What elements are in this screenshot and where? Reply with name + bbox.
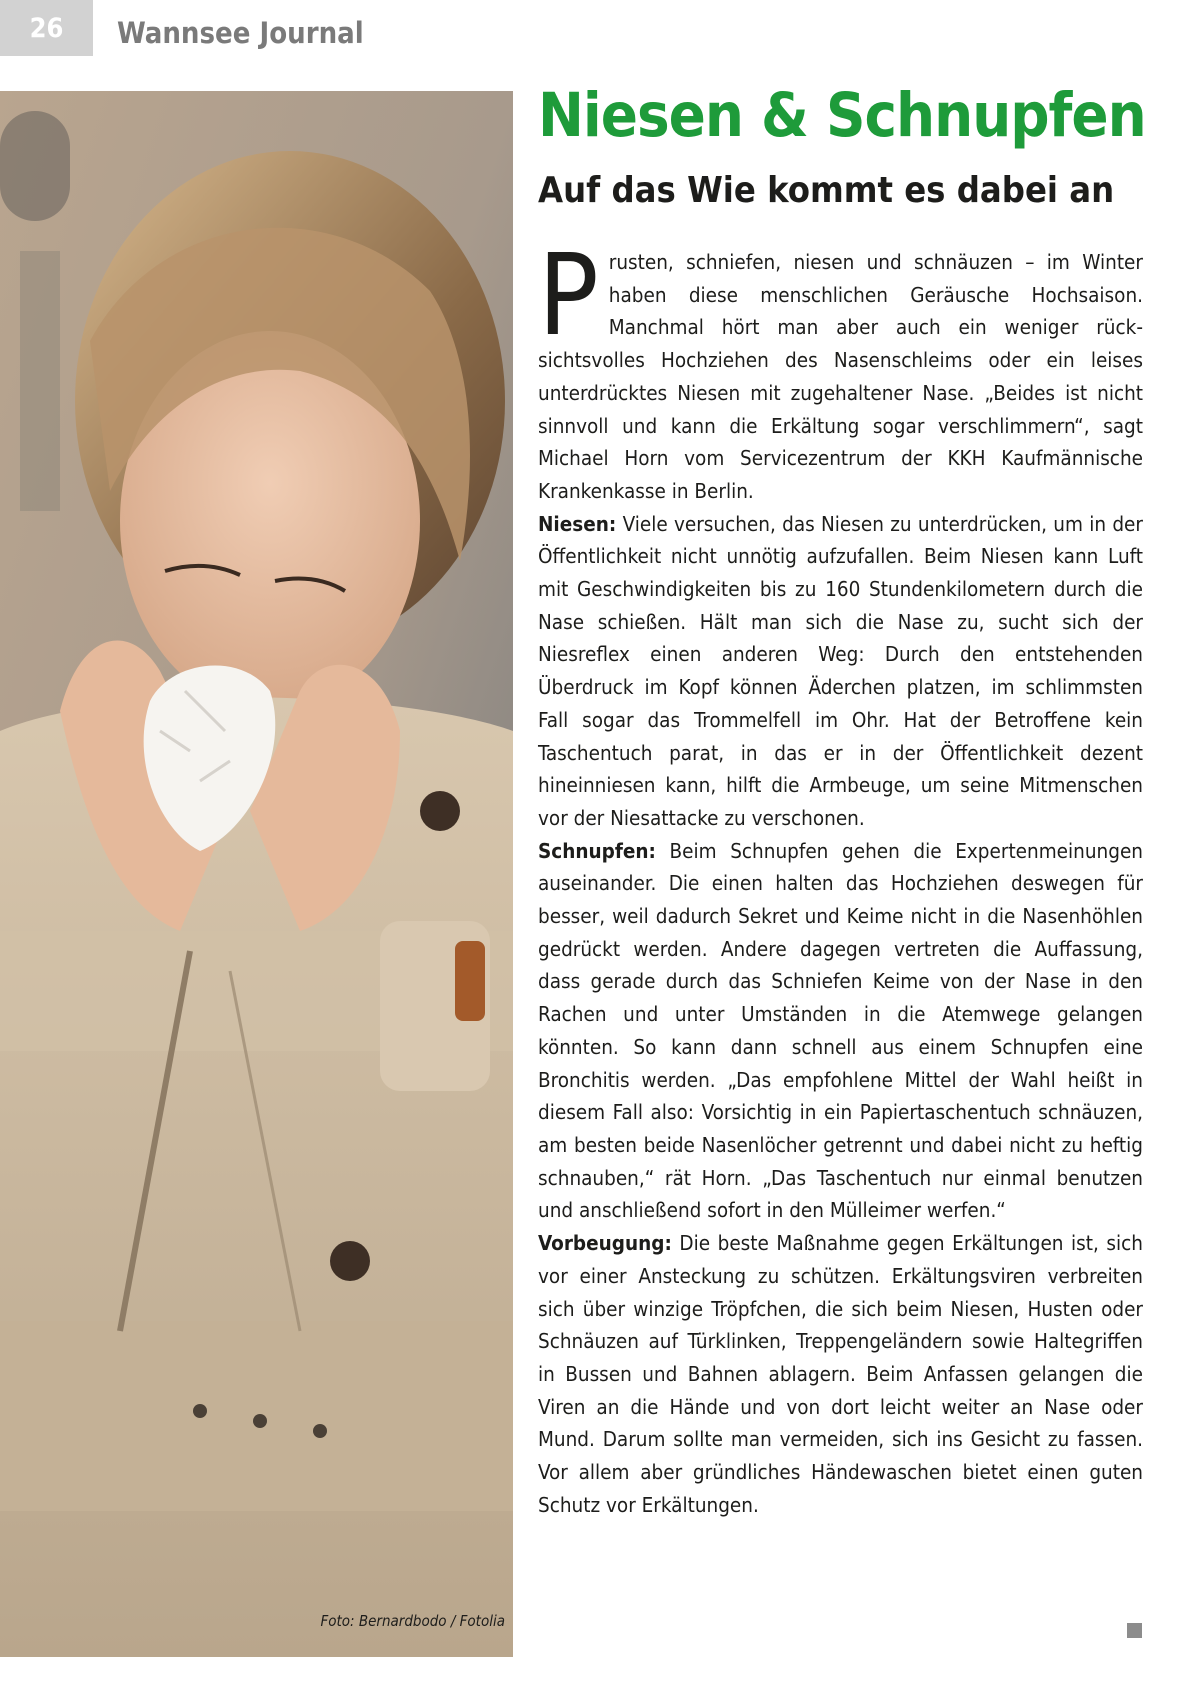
page-number: 26 bbox=[0, 0, 93, 56]
article-title: Niesen & Schnupfen bbox=[538, 80, 1146, 151]
article-subtitle: Auf das Wie kommt es dabei an bbox=[538, 170, 1115, 211]
intro-paragraph bbox=[538, 231, 1143, 508]
drop-cap: P bbox=[538, 231, 599, 361]
section-text: Beim Schnupfen gehen die Expertenmeinungen auseinander. Die einen halten das Hochziehen deswegen für besser, weil dadurch Sekret und Keime nicht in die Nasenhöhlen gedrückt werden. Andere dagegen vertreten die Auffassung, dass gerade durch das Schniefen Keime von der Nase in den Rachen und unter Umständen in die Atemwege gelangen könnten. So kann dann schnell aus einem Schnupfen eine Bronchitis werden. „Das empfohlene Mittel der Wahl heißt in diesem Fall also: Vorsichtig in ein Papiertaschentuch schnäuzen, am besten beide Nasenlöcher getrennt und dabei nicht zu heftig schnauben,“ rät Horn. „Das Taschentuch nur einmal benutzen und anschließend sofort in den Mülleimer werfen.“ bbox=[538, 838, 1143, 1223]
intro-text: rusten, schniefen, niesen und schnäuzen – im Winter haben diese menschlichen Geräusche Hochsaison. Manchmal hört man aber auch ein weniger rücksichtsvolles Hochziehen des Nasenschleims oder ein leises unterdrücktes Niesen mit zugehaltener Nase. „Beides ist nicht sinnvoll und kann die Erkältung sogar verschlimmern“, sagt Michael Horn vom Servicezentrum der KKH Kaufmännische Krankenkasse in Berlin. bbox=[538, 250, 1143, 503]
section-vorbeugung bbox=[538, 1227, 1143, 1521]
section-schnupfen bbox=[538, 835, 1143, 1227]
photo-credit: Foto: Bernardbodo / Fotolia bbox=[320, 1612, 505, 1630]
article-body bbox=[538, 231, 1143, 1521]
article-photo bbox=[0, 91, 513, 1657]
end-of-article-square bbox=[1127, 1623, 1142, 1638]
section-text: Viele versuchen, das Niesen zu unterdrücken, um in der Öffentlichkeit nicht unnötig aufzufallen. Beim Niesen kann Luft mit Geschwindigkeiten bis zu 160 Stundenkilometern durch die Nase schießen. Hält man sich die Nase zu, sucht sich der Niesreflex einen anderen Weg: Durch den entstehenden Überdruck im Kopf können Äderchen platzen, im schlimmsten Fall sogar das Trommelfell im Ohr. Hat der Betroffene kein Taschentuch parat, in das er in der Öffentlichkeit dezent hineinniesen kann, hilft die Armbeuge, um seine Mitmenschen vor der Niesattacke zu verschonen. bbox=[538, 511, 1143, 830]
section-niesen bbox=[538, 508, 1143, 835]
section-label: Schnupfen: bbox=[538, 838, 656, 863]
section-text: Die beste Maßnahme gegen Erkältungen ist, sich vor einer Ansteckung zu schützen. Erkältungsviren verbreiten sich über winzige Tröpfchen, die sich beim Niesen, Husten oder Schnäuzen auf Türklinken, Treppengeländern sowie Haltegriffen in Bussen und Bahnen ablagern. Beim Anfassen gelangen die Viren an die Hände und von dort leicht weiter an Nase oder Mund. Darum sollte man vermeiden, sich ins Gesicht zu fassen. Vor allem aber gründliches Händewaschen bietet einen guten Schutz vor Erkältungen. bbox=[538, 1231, 1143, 1517]
section-label: Niesen: bbox=[538, 511, 617, 536]
photo-woman-sneezing bbox=[0, 91, 513, 1657]
section-label: Vorbeugung: bbox=[538, 1231, 672, 1256]
journal-name: Wannsee Journal bbox=[117, 16, 364, 50]
